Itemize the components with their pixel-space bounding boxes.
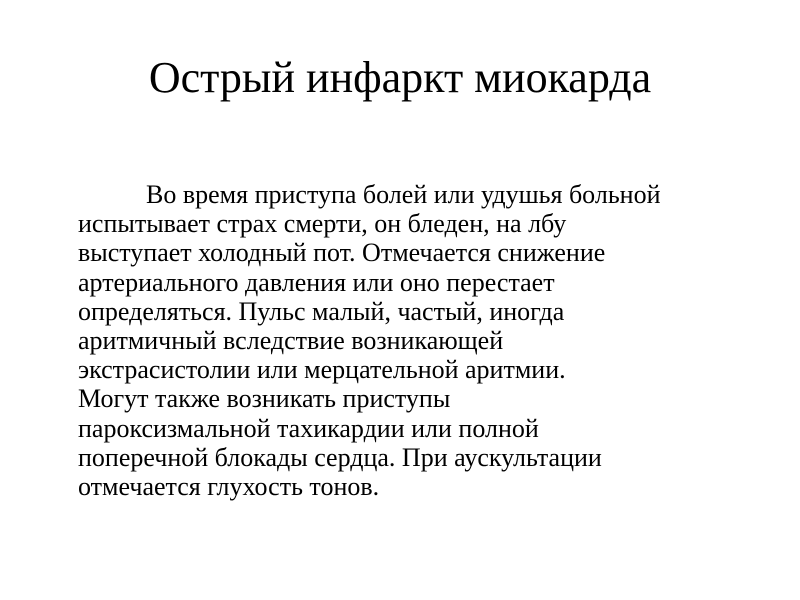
body-line: пароксизмальной тахикардии или полной bbox=[78, 413, 539, 443]
body-line: артериального давления или оно перестает bbox=[78, 267, 555, 297]
body-line: определяться. Пульс малый, частый, иногда bbox=[78, 296, 565, 326]
body-line: поперечной блокады сердца. При аускультации bbox=[78, 442, 602, 472]
body-line: Во время приступа болей или удушья больной bbox=[146, 180, 661, 209]
body-line: отмечается глухость тонов. bbox=[78, 472, 380, 502]
slide-title: Острый инфаркт миокарда bbox=[148, 53, 652, 102]
body-line: Могут также возникать приступы bbox=[78, 384, 451, 414]
body-line: выступает холодный пот. Отмечается снижение bbox=[78, 238, 606, 268]
body-line: испытывает страх смерти, он бледен, на лбу bbox=[78, 209, 567, 239]
body-line: аритмичный вследствие возникающей bbox=[78, 326, 504, 356]
body-line: экстрасистолии или мерцательной аритмии. bbox=[78, 355, 566, 385]
slide-body-text bbox=[78, 180, 748, 501]
